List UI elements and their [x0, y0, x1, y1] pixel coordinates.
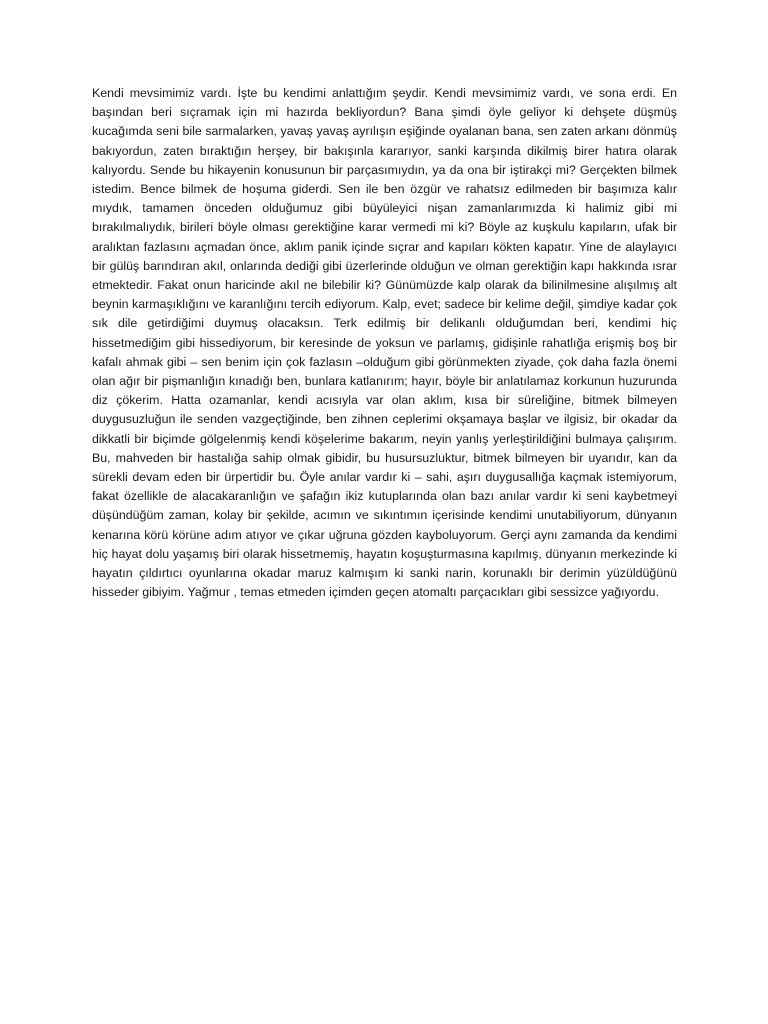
body-paragraph: Kendi mevsimimiz vardı. İşte bu kendimi anlattığım şeydir. Kendi mevsimimiz vardı, ve sona erdi. En başından beri sıçramak için mi hazırda bekliyordun? Bana şimdi öyle geliyor ki dehşete düşmüş kucağımda seni bile sarmalarken, yavaş yavaş ayrılışın eşiğinde oyalanan bana, sen zaten arkanı dönmüş bakıyordun, zaten bıraktığın herşey, bir bakışınla kararıyor, sanki karşında dikilmiş birer hatıra olarak kalıyordu. Sende bu hikayenin konusunun bir parçasımıydın, ya da ona bir iştirakçi mi? Gerçekten bilmek istedim. Bence bilmek de hoşuma giderdi. Sen ile ben özgür ve rahatsız edilmeden bir başımıza kalır mıydık, tamamen önceden olduğumuz gibi büyüleyici nişan zamanlarımızda ki halimiz gibi mi bırakılmalıydık, birileri böyle olması gerektiğine karar vermedi mi ki? Böyle az kuşkulu kapıların, ufak bir aralıktan fazlasını açmadan önce, aklım panik içinde sıçrar and kapıları kökten kapatır. Yine de alaylayıcı bir gülüş barındıran akıl, onlarında dediği gibi üzerlerinde olduğun ve olman gerektiğin kapı hakkında ısrar etmektedir. Fakat onun haricinde akıl ne bilebilir ki? Günümüzde kalp olarak da bilinilmesine alışılmış alt beynin karmaşıklığını ve karanlığını tercih ediyorum. Kalp, evet; sadece bir kelime değil, şimdiye kadar çok sık dile getirdiğimi duymuş olacaksın. Terk edilmiş bir delikanlı olduğumdan beri, kendimi hiç hissetmediğim gibi hissediyorum, bir keresinde de yoksun ve parlamış, gidişinle rahatlığa erişmiş boş bir kafalı ahmak gibi – sen benim için çok fazlasın –olduğum gibi görünmekten ziyade, çok daha fazla önemi olan ağır bir pişmanlığın kınadığı ben, bunlara katlanırım; hayır, böyle bir anlatılamaz korkunun huzurunda diz çökerim. Hatta ozamanlar, kendi acısıyla var olan aklım, kısa bir süreliğine, bitmek bilmeyen duygusuzluğun ile senden vazgeçtiğinde, ben zihnen ceplerimi okşamaya başlar ve ilgisiz, bir okadar da dikkatli bir biçimde gölgelenmiş kendi köşelerime bakarım, neyin yanlış yerleştirildiğini bulmaya çalışırım. Bu, mahveden bir hastalığa sahip olmak gibidir, bu husursuzluktur, bitmek bilmeyen bir uyarıdır, kan da sürekli devam eden bir ürpertidir bu. Öyle anılar vardır ki – sahi, aşırı duygusallığa kaçmak istemiyorum, fakat özellikle de alacakaranlığın ve şafağın ikiz kutuplarında olan bazı anılar vardır ki seni kaybetmeyi düşündüğüm zaman, kolay bir şekilde, acımın ve sıkıntımın içerisinde kendimi unutabiliyorum, dünyanın kenarına körü körüne adım atıyor ve çıkar uğruna gözden kayboluyorum. Gerçi aynı zamanda da kendimi hiç hayat dolu yaşamış biri olarak hissetmemiş, hayatın koşuşturmasına kapılmış, dünyanın merkezinde ki hayatın çıldırtıcı oyunlarına okadar maruz kalmışım ki sanki narin, korunaklı bir derimin yüzüldüğünü hisseder gibiyim. Yağmur , temas etmeden içimden geçen atomaltı parçacıkları gibi sessizce yağıyordu.: [92, 86, 677, 600]
document-page: [92, 84, 677, 602]
